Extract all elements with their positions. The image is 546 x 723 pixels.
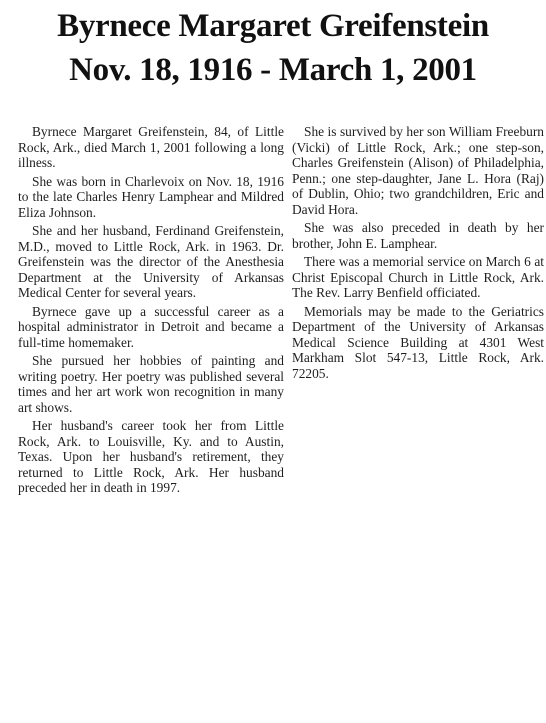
left-column [18, 124, 284, 499]
paragraph-hobbies: She pursued her hobbies of painting and writing poetry. Her poetry was published several times and her art work won recognition in many art shows. [18, 353, 284, 415]
paragraph-career: Byrnece gave up a successful career as a hospital administrator in Detroit and became a full-time homemaker. [18, 303, 284, 350]
paragraph-memorials: Memorials may be made to the Geriatrics Department of the University of Arkansas Medical Science Building at 4301 West Markham Slot 547-13, Little Rock, Ark. 72205. [292, 303, 544, 381]
paragraph-preceded: She was also preceded in death by her brother, John E. Lamphear. [292, 220, 544, 251]
headline-name: Byrnece Margaret Greifenstein [57, 8, 489, 44]
paragraph-relocations: Her husband's career took her from Little Rock, Ark. to Louisville, Ky. and to Austin, Texas. Upon her husband's retirement, they returned to Little Rock, Ark. Her husband preceded her in death in 1997. [18, 418, 284, 495]
headline-dates: Nov. 18, 1916 - March 1, 2001 [69, 52, 477, 88]
paragraph-memorial-service: There was a memorial service on March 6 at Christ Episcopal Church in Little Rock, Ark. The Rev. Larry Benfield officiated. [292, 254, 544, 300]
paragraph-survivors: She is survived by her son William Freeburn (Vicki) of Little Rock, Ark.; one step-son, Charles Greifenstein (Alison) of Philadelphia, Penn.; one step-daughter, Jane L. Hora (Raj) of Dublin, Ohio; two grandchildren, Eric and David Hora. [292, 124, 544, 217]
paragraph-husband-move: She and her husband, Ferdinand Greifenstein, M.D., moved to Little Rock, Ark. in 1963. Dr. Greifenstein was the director of the Anesthesia Department at the University of Arkansas Medical Center for several years. [18, 223, 284, 300]
paragraph-birth: She was born in Charlevoix on Nov. 18, 1916 to the late Charles Henry Lamphear and Mildred Eliza Johnson. [18, 173, 284, 220]
paragraph-death-notice: Byrnece Margaret Greifenstein, 84, of Little Rock, Ark., died March 1, 2001 following a long illness. [18, 124, 284, 170]
right-column [292, 124, 544, 384]
